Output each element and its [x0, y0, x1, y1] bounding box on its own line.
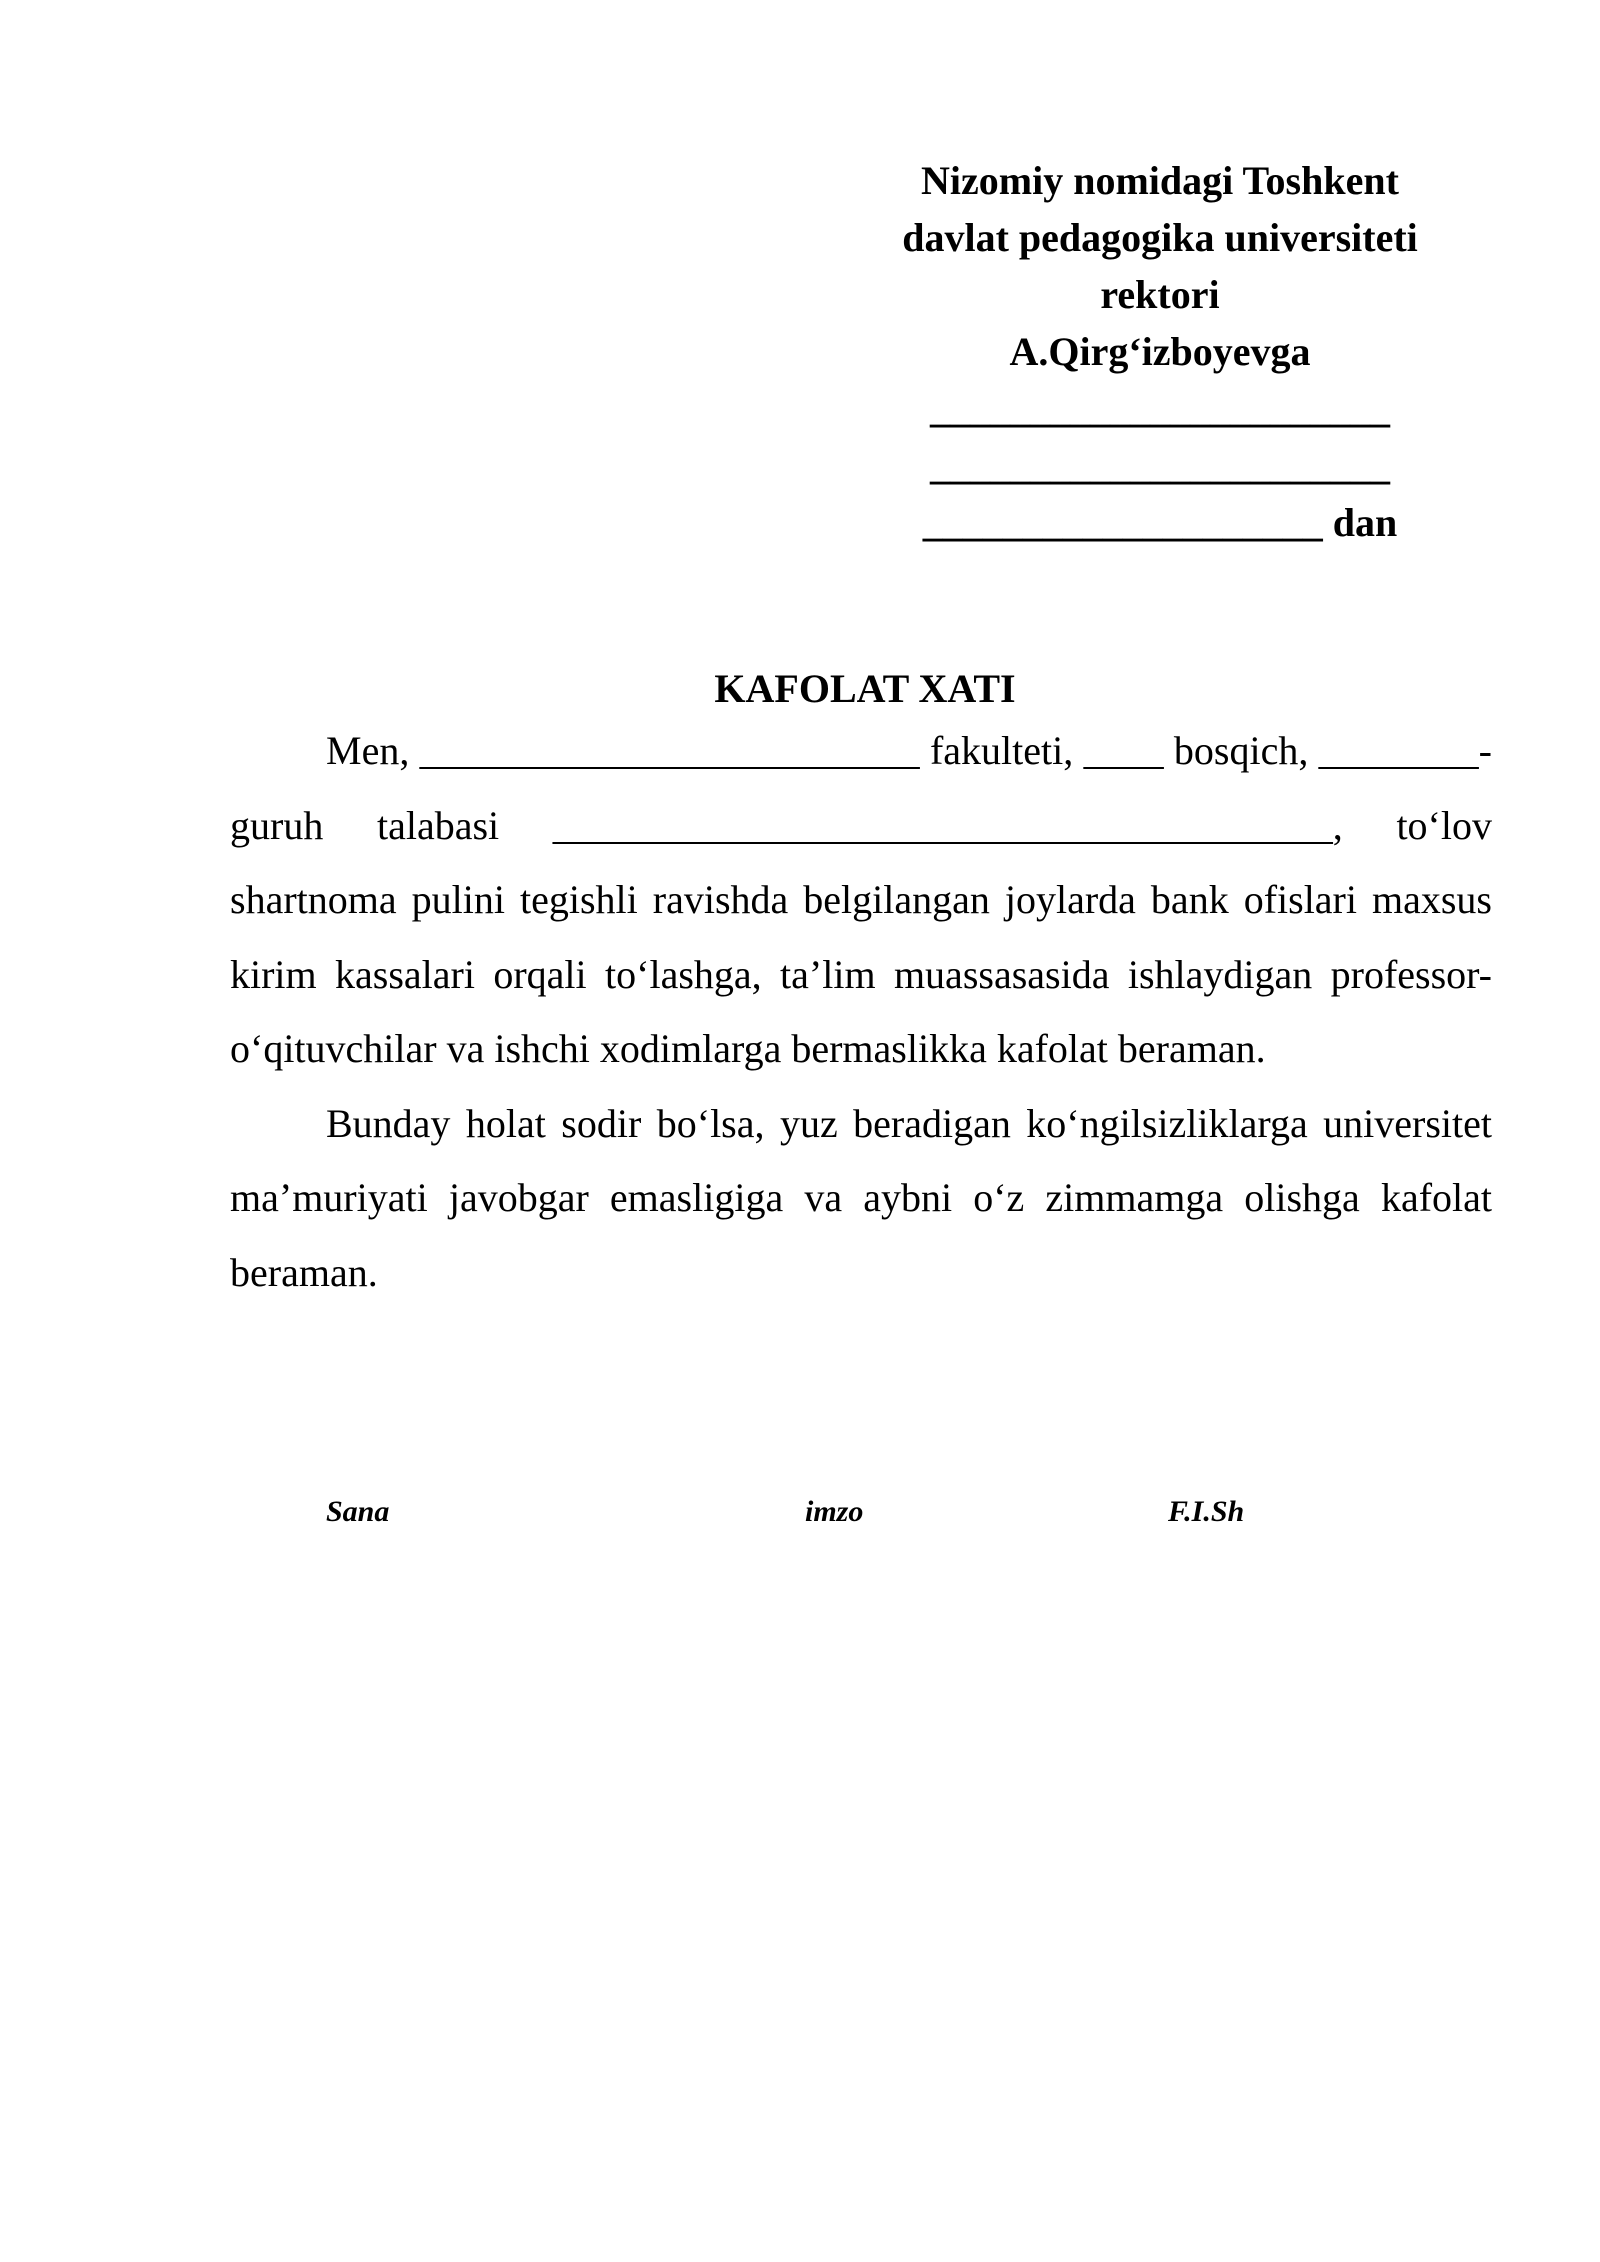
document-body	[230, 714, 1492, 1310]
full-name-label: F.I.Sh	[1168, 1495, 1245, 1528]
date-label: Sana	[326, 1495, 390, 1528]
addressee-line-2: davlat pedagogika universiteti	[902, 215, 1418, 260]
addressee-line-4: A.Qirg‘izboyevga	[1009, 329, 1311, 374]
sender-blank-line-2: _______________________	[930, 443, 1390, 488]
document-title: KAFOLAT XATI	[714, 666, 1016, 711]
body-paragraph-1: Men, _________________________ fakulteti, ____ bosqich, ________-guruh talabasi _______________________________________, to‘lov shartnoma pulini tegishli ravishda belgilangan joylarda bank ofislari maxsus kirim kassalari orqali to‘lashga, ta’lim muassasasida ishlaydigan professor-o‘qituvchilar va ishchi xodimlarga bermaslikka kafolat beraman.	[230, 728, 1492, 1071]
sender-blank-line-1: _______________________	[930, 386, 1390, 431]
addressee-line-1: Nizomiy nomidagi Toshkent	[921, 158, 1399, 203]
signature-label: imzo	[805, 1495, 864, 1528]
signature-row	[0, 1495, 1600, 1535]
body-paragraph-2: Bunday holat sodir bo‘lsa, yuz beradigan ko‘ngilsizliklarga universitet ma’muriyati javobgar emasligiga va aybni o‘z zimmamga olishga kafolat beraman.	[230, 1100, 1492, 1295]
addressee-block	[860, 152, 1460, 551]
sender-blank-line-3: ____________________ dan	[922, 500, 1398, 545]
addressee-line-3: rektori	[1100, 272, 1220, 317]
